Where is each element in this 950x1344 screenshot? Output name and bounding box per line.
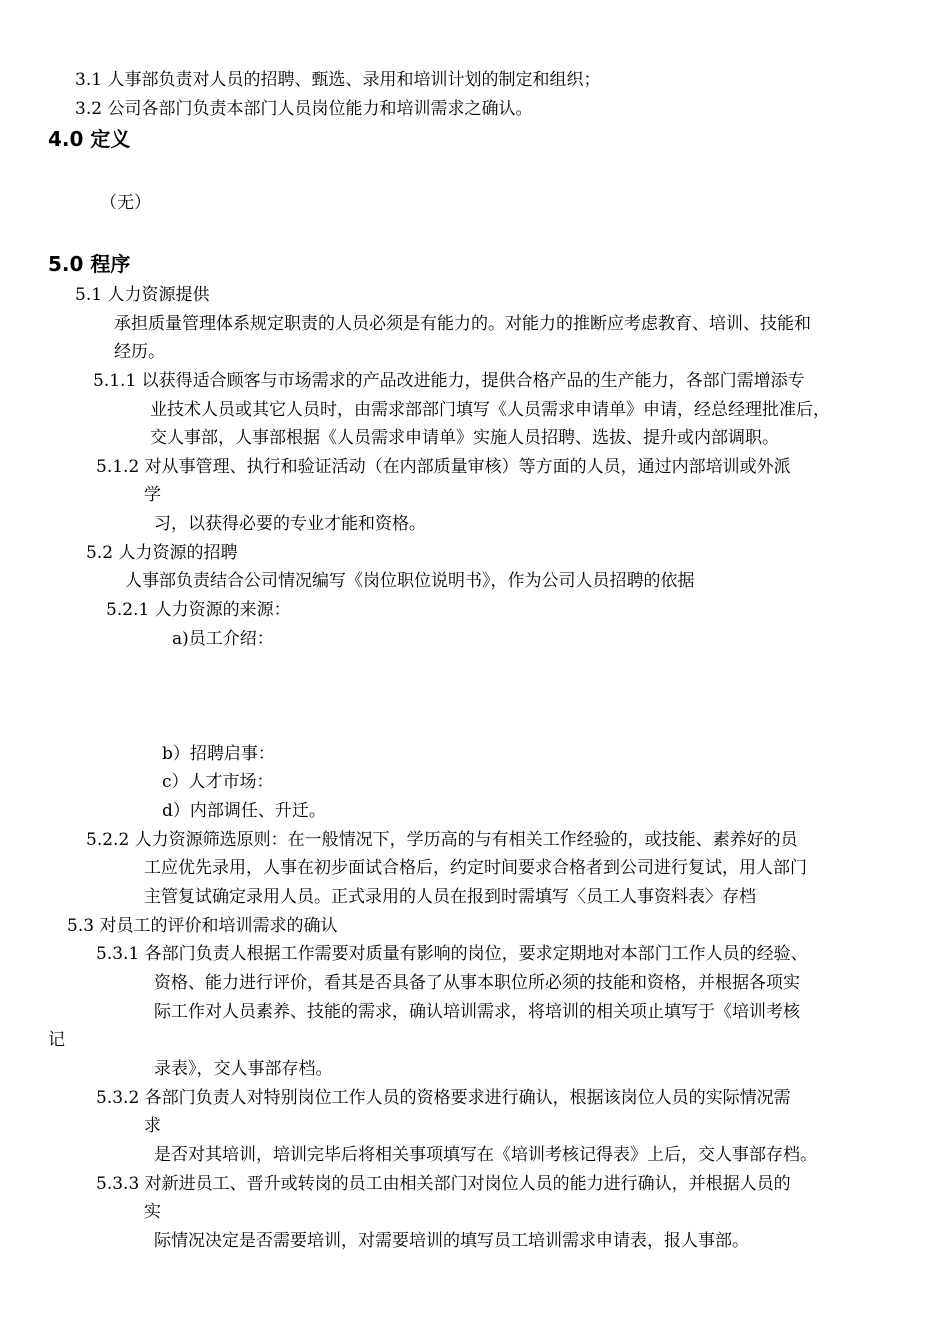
list-item: b）招聘启事： xyxy=(162,744,275,764)
text-line: 经历。 xyxy=(114,342,165,362)
list-item: a)员工介绍： xyxy=(172,629,274,649)
section-heading: 5.0 程序 xyxy=(48,252,131,276)
text-line: 承担质量管理体系规定职责的人员必须是有能力的。对能力的推断应考虑教育、培训、技能和 xyxy=(114,314,811,334)
text-line: 际工作对人员素养、技能的需求，确认培训需求，将培训的相关项止填写于《培训考核 xyxy=(154,1002,800,1022)
text-line: 录表》，交人事部存档。 xyxy=(154,1059,333,1079)
text-line: 交人事部，人事部根据《人员需求申请单》实施人员招聘、选拔、提升或内部调职。 xyxy=(150,428,779,448)
list-item: c）人才市场： xyxy=(162,772,274,792)
text-line: （无） xyxy=(100,193,151,213)
subsection-heading: 5.3 对员工的评价和培训需求的确认 xyxy=(67,916,338,936)
subsection-heading: 5.2 人力资源的招聘 xyxy=(86,543,238,563)
text-line: 际情况决定是否需要培训，对需要培训的填写员工培训需求申请表，报人事部。 xyxy=(154,1231,749,1251)
text-line: 求 xyxy=(144,1116,161,1136)
text-line: 实 xyxy=(144,1202,161,1222)
text-line: 主管复试确定录用人员。正式录用的人员在报到时需填写〈员工人事资料表〉存档 xyxy=(144,887,756,907)
list-item: d）内部调任、升迁。 xyxy=(162,801,326,821)
section-heading: 4.0 定义 xyxy=(48,127,131,151)
text-line: 人事部负责结合公司情况编写《岗位职位说明书》，作为公司人员招聘的依据 xyxy=(125,571,695,591)
text-line: 5.2.2 人力资源筛选原则：在一般情况下，学历高的与有相关工作经验的，或技能、素养好的员 xyxy=(86,830,798,850)
text-line: 是否对其培训，培训完毕后将相关事项填写在《培训考核记得表》上后，交人事部存档。 xyxy=(154,1145,817,1165)
text-line: 5.1.2 对从事管理、执行和验证活动（在内部质量审核）等方面的人员，通过内部培训或外派 xyxy=(96,457,791,477)
text-line: 5.3.3 对新进员工、晋升或转岗的员工由相关部门对岗位人员的能力进行确认，并根据人员的 xyxy=(96,1174,791,1194)
text-line: 3.2 公司各部门负责本部门人员岗位能力和培训需求之确认。 xyxy=(75,99,533,119)
text-line: 资格、能力进行评价，看其是否具备了从事本职位所必须的技能和资格，并根据各项实 xyxy=(154,973,800,993)
text-line: 工应优先录用，人事在初步面试合格后，约定时间要求合格者到公司进行复试，用人部门 xyxy=(144,858,807,878)
text-line: 5.2.1 人力资源的来源： xyxy=(106,600,291,620)
text-line: 记 xyxy=(48,1030,65,1050)
text-line: 5.3.1 各部门负责人根据工作需要对质量有影响的岗位，要求定期地对本部门工作人员的经验、 xyxy=(96,944,808,964)
text-line: 学 xyxy=(144,485,161,505)
text-line: 3.1 人事部负责对人员的招聘、甄选、录用和培训计划的制定和组织； xyxy=(75,70,601,90)
subsection-heading: 5.1 人力资源提供 xyxy=(75,285,210,305)
text-line: 5.3.2 各部门负责人对特别岗位工作人员的资格要求进行确认，根据该岗位人员的实际情况需 xyxy=(96,1088,791,1108)
text-line: 5.1.1 以获得适合顾客与市场需求的产品改进能力，提供合格产品的生产能力，各部门需增添专 xyxy=(93,371,805,391)
text-line: 习，以获得必要的专业才能和资格。 xyxy=(154,514,426,534)
text-line: 业技术人员或其它人员时，由需求部部门填写《人员需求申请单》申请，经总经理批准后， xyxy=(150,400,830,420)
